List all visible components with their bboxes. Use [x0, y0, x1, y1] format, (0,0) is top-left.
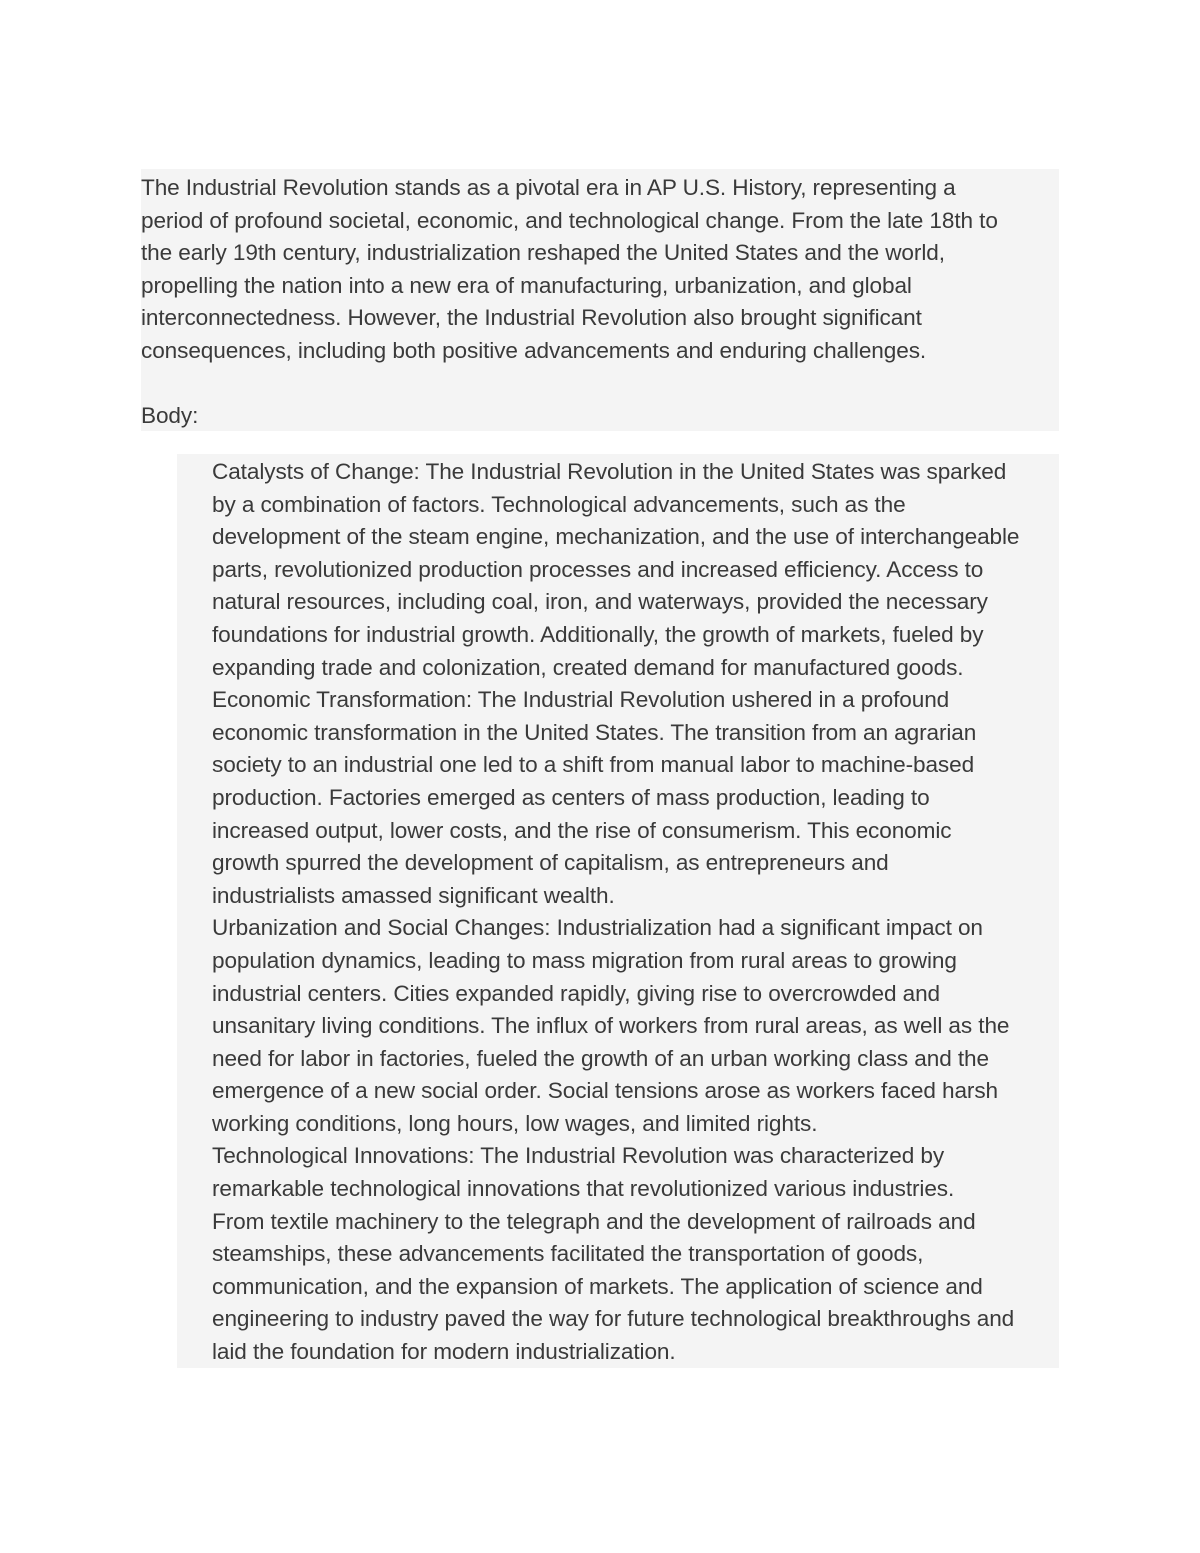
- list-item-urbanization: [212, 912, 1059, 1140]
- list-line: development of the steam engine, mechanization, and the use of interchangeable: [212, 524, 1020, 550]
- list-line: Technological Innovations: The Industrial Revolution was characterized by: [212, 1143, 945, 1169]
- list-line: foundations for industrial growth. Additionally, the growth of markets, fueled by: [212, 621, 984, 647]
- list-line: emergence of a new social order. Social tensions arose as workers faced harsh: [212, 1078, 999, 1104]
- list-item-catalysts: [212, 456, 1059, 684]
- list-line: Economic Transformation: The Industrial Revolution ushered in a profound: [212, 687, 950, 713]
- list-line: population dynamics, leading to mass migration from rural areas to growing: [212, 947, 957, 973]
- list-line: economic transformation in the United States. The transition from an agrarian: [212, 719, 977, 745]
- intro-paragraph: [141, 172, 1059, 368]
- list-line: increased output, lower costs, and the rise of consumerism. This economic: [212, 817, 952, 843]
- list-line: From textile machinery to the telegraph and the development of railroads and: [212, 1208, 976, 1234]
- list-line: Urbanization and Social Changes: Industrialization had a significant impact on: [212, 915, 983, 941]
- list-line: expanding trade and colonization, created demand for manufactured goods.: [212, 654, 964, 680]
- intro-line: the early 19th century, industrialization reshaped the United States and the world,: [141, 240, 945, 266]
- list-line: industrialists amassed significant wealth.: [212, 882, 615, 908]
- list-line: need for labor in factories, fueled the growth of an urban working class and the: [212, 1045, 989, 1071]
- list-line: parts, revolutionized production processes and increased efficiency. Access to: [212, 556, 984, 582]
- list-line: steamships, these advancements facilitated the transportation of goods,: [212, 1241, 924, 1267]
- list-line: growth spurred the development of capitalism, as entrepreneurs and: [212, 850, 889, 876]
- list-line: Catalysts of Change: The Industrial Revolution in the United States was sparked: [212, 459, 1007, 484]
- intro-section: [141, 169, 1059, 431]
- list-line: unsanitary living conditions. The influx of workers from rural areas, as well as the: [212, 1013, 1010, 1039]
- list-item-economic: [212, 684, 1059, 912]
- list-line: engineering to industry paved the way for future technological breakthroughs and: [212, 1306, 1015, 1332]
- list-line: natural resources, including coal, iron, and waterways, provided the necessary: [212, 589, 988, 615]
- list-line: society to an industrial one led to a shift from manual labor to machine-based: [212, 752, 975, 778]
- intro-line: propelling the nation into a new era of manufacturing, urbanization, and global: [141, 272, 912, 298]
- intro-line: The Industrial Revolution stands as a pivotal era in AP U.S. History, representing a: [141, 175, 956, 200]
- list-line: production. Factories emerged as centers of mass production, leading to: [212, 784, 930, 810]
- list-line: communication, and the expansion of markets. The application of science and: [212, 1273, 983, 1299]
- intro-line: consequences, including both positive advancements and enduring challenges.: [141, 337, 927, 363]
- body-list: [177, 454, 1059, 1368]
- intro-line: interconnectedness. However, the Industrial Revolution also brought significant: [141, 305, 922, 331]
- list-line: by a combination of factors. Technological advancements, such as the: [212, 491, 906, 517]
- intro-line: period of profound societal, economic, and technological change. From the late 18th to: [141, 207, 998, 233]
- list-line: working conditions, long hours, low wages, and limited rights.: [212, 1110, 818, 1136]
- body-heading: Body:: [141, 402, 199, 428]
- list-item-technological: [212, 1140, 1059, 1368]
- list-line: remarkable technological innovations that revolutionized various industries.: [212, 1176, 955, 1202]
- list-line: laid the foundation for modern industrialization.: [212, 1339, 676, 1365]
- list-line: industrial centers. Cities expanded rapidly, giving rise to overcrowded and: [212, 980, 941, 1006]
